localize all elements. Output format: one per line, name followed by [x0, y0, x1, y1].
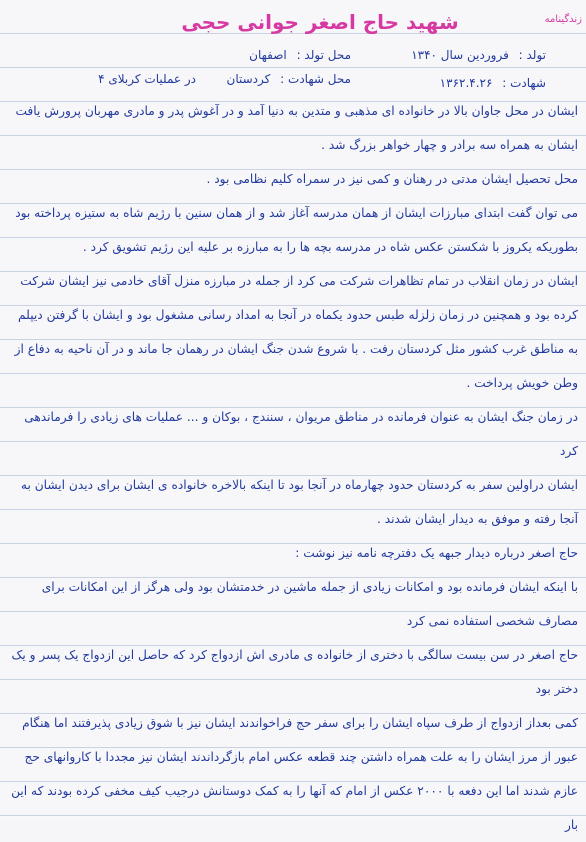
- martyrdom-place-label: محل شهادت :: [280, 72, 351, 86]
- paragraph: ایشان در زمان انقلاب در تمام تظاهرات شرکت می کرد از جمله در مبارزه منزل آقای خادمی نیز ایشان شرکت کرده بود و همچنین در زمان زلزله طبس حدود یکماه در آنجا به امداد رسانی مشغول بود و ایشان با گرفتن دیپلم به مناطق غرب کشور مثل کردستان رفت . با شروع شدن جنگ ایشان در رهمان جا ماند و در آن ناحیه به دفاع از وطن خویش پرداخت .: [14, 274, 578, 390]
- paragraph: ایشان دراولین سفر به کردستان حدود چهارماه در آنجا بود تا اینکه بالاخره خانواده ی ایشان برای دیدن ایشان به آنجا رفته و موفق به دیدار ایشان شدند .: [20, 478, 578, 526]
- paragraph: در زمان جنگ ایشان به عنوان فرمانده در مناطق مریوان ، سنندج ، بوکان و ... عملیات های زیادی را فرماندهی کرد: [24, 410, 578, 458]
- document-title: شهید حاج اصغر جوانی حجی: [181, 10, 459, 34]
- paragraph: با اینکه ایشان فرمانده بود و امکانات زیادی از جمله ماشین در خدمتشان بود ولی هرگز از این امکانات برای مصارف شخصی استفاده نمی کرد: [41, 580, 578, 628]
- biography-body: [8, 94, 578, 842]
- paragraph: حاج اصغر درباره دیدار جبهه یک دفترچه نامه نیز نوشت :: [295, 546, 578, 560]
- martyrdom-place-value: کردستان: [226, 72, 271, 86]
- birth-date-field: [411, 48, 546, 62]
- paragraph: می توان گفت ابتدای مبارزات ایشان از همان مدرسه آغاز شد و از همان سنین با رژیم شاه به ستیزه پرداخته بود بطوریکه یکروز با شکستن عکس شاه در مدرسه بچه ها را به مبارزه بر علیه این رژیم تشویق کرد .: [15, 206, 578, 254]
- paragraph: کمی بعداز ازدواج از طرف سپاه ایشان را برای سفر حج فراخواندند ایشان نیز با شوق زیادی پذیرفتند اما هنگام عبور از مرز ایشان را به علت همراه داشتن چند قطعه عکس امام بازگرداندند ایشان نیز مجددا با کاروانهای حج عازم شدند اما این دفعه با ۲۰۰۰ عکس از امام که آنها را به کمک دوستانش درجیب کیف مخفی کرده بودند که این بار: [11, 716, 578, 832]
- document-subtitle: زندگینامه: [544, 14, 582, 25]
- birth-place-value: اصفهان: [249, 48, 287, 62]
- martyrdom-place-field: [227, 72, 351, 86]
- martyrdom-date-field: [440, 76, 546, 90]
- martyrdom-date-label: شهادت :: [502, 76, 546, 90]
- operations-note: در عملیات کربلای ۴: [98, 72, 196, 86]
- birth-date-value: فروردین سال ۱۳۴۰: [411, 48, 509, 62]
- martyrdom-date-value: ۱۳۶۲.۴.۲۶: [439, 76, 493, 90]
- paragraph: محل تحصیل ایشان مدتی در رهنان و کمی نیز در سمراه کلیم نظامی بود .: [206, 172, 578, 186]
- birth-date-label: تولد :: [518, 48, 546, 62]
- paragraph: ایشان در محل جاوان بالا در خانواده ای مذهبی و متدین به دنیا آمد و در آغوش پدر و مادری مهربان پرورش یافت ایشان به همراه سه برادر و چهار خواهر بزرگ شد .: [15, 104, 578, 152]
- birth-place-field: [249, 48, 351, 62]
- birth-place-label: محل تولد :: [296, 48, 351, 62]
- paragraph: حاج اصغر در سن بیست سالگی با دختری از خانواده ی مادری اش ازدواج کرد که حاصل این ازدواج یک پسر و یک دختر بود: [11, 648, 578, 696]
